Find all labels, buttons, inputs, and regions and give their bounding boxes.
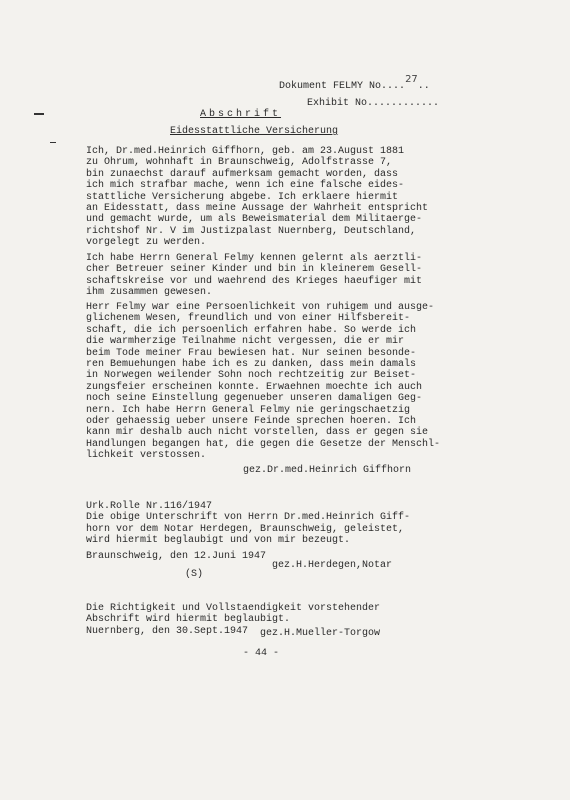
margin-mark-top <box>34 113 44 115</box>
dokument-number: 27 <box>405 73 418 85</box>
notary-signature: gez.H.Herdegen,Notar <box>272 560 393 571</box>
document-title: Abschrift <box>200 109 282 120</box>
paragraph-2: Ich habe Herrn General Felmy kennen gelernt als aerztli- cher Betreuer seiner Kinder und bin in kleinerem Gesell- schaftskreise vor und waehrend des Krieges haeufiger mit ihm zusammen gewesen. <box>86 253 423 299</box>
signature-mueller-torgow: gez.H.Mueller-Torgow <box>260 628 381 639</box>
paragraph-1: Ich, Dr.med.Heinrich Giffhorn, geb. am 23.August 1881 zu Ohrum, wohnhaft in Braunschweig, Adolfstrasse 7, bin zunaechst darauf aufmerksam gemacht worden, dass ich mich strafbar mache, wenn ich eine falsche eides- stattliche Versicherung abgebe. Ich erklaere hiermit an Eidesstatt, dass meine Aussage der Wahrheit entspricht und gemacht wurde, um als Beweismaterial dem Militaerge- richtshof Nr. V im Justizpalast Nuernberg, Deutschland, vorgelegt zu werden. <box>86 146 429 249</box>
paragraph-3: Herr Felmy war eine Persoenlichkeit von ruhigem und ausge- glichenem Wesen, freundlich und von einer Hilfsbereit- schaft, die ich persoenlich erfahren habe. So werde ich die warmherzige Teilnahme nicht vergessen, die er mir beim Tode meiner Frau bewiesen hat. Nur seinen besonde- ren Bemuehungen habe ich es zu danken, dass mein damals in Norwegen weilender Sohn noch rechtzeitig zur Beiset- zungsfeier erscheinen konnte. Erwaehnen moechte ich auch noch seine Einstellung gegenueber unseren damaligen Geg- nern. Ich habe Herrn General Felmy nie geringschaetzig oder gehaessig ueber unsere Feinde sprechen hoeren. Ich kann mir deshalb auch nicht vorstellen, dass er gegen sie Handlungen begangen hat, die gegen die Gesetze der Menschl- lichkeit verstossen. <box>86 302 441 462</box>
urkundenrolle-block: Urk.Rolle Nr.116/1947 Die obige Unterschrift von Herrn Dr.med.Heinrich Giff- horn vor dem Notar Herdegen, Braunschweig, geleistet, wird hiermit beglaubigt und von mir bezeugt. <box>86 501 411 547</box>
dokument-dots: ... <box>387 80 406 92</box>
page-number: - 44 - <box>243 648 280 659</box>
dokument-tail: .. <box>417 80 430 92</box>
place-date: Braunschweig, den 12.Juni 1947 <box>86 551 267 562</box>
exhibit-line <box>283 88 439 120</box>
document-subtitle: Eidesstattliche Versicherung <box>170 126 339 137</box>
seal-mark: (S) <box>185 569 204 580</box>
dokument-label: Dokument FELMY No. <box>279 80 388 92</box>
signature-giffhorn: gez.Dr.med.Heinrich Giffhorn <box>243 465 412 476</box>
margin-mark-mid <box>50 142 56 143</box>
certification-block: Die Richtigkeit und Vollstaendigkeit vorstehender Abschrift wird hiermit beglaubigt. Nuernberg, den 30.Sept.1947 <box>86 603 381 637</box>
exhibit-label: Exhibit No. <box>307 97 374 109</box>
exhibit-dots: ........... <box>373 97 440 109</box>
